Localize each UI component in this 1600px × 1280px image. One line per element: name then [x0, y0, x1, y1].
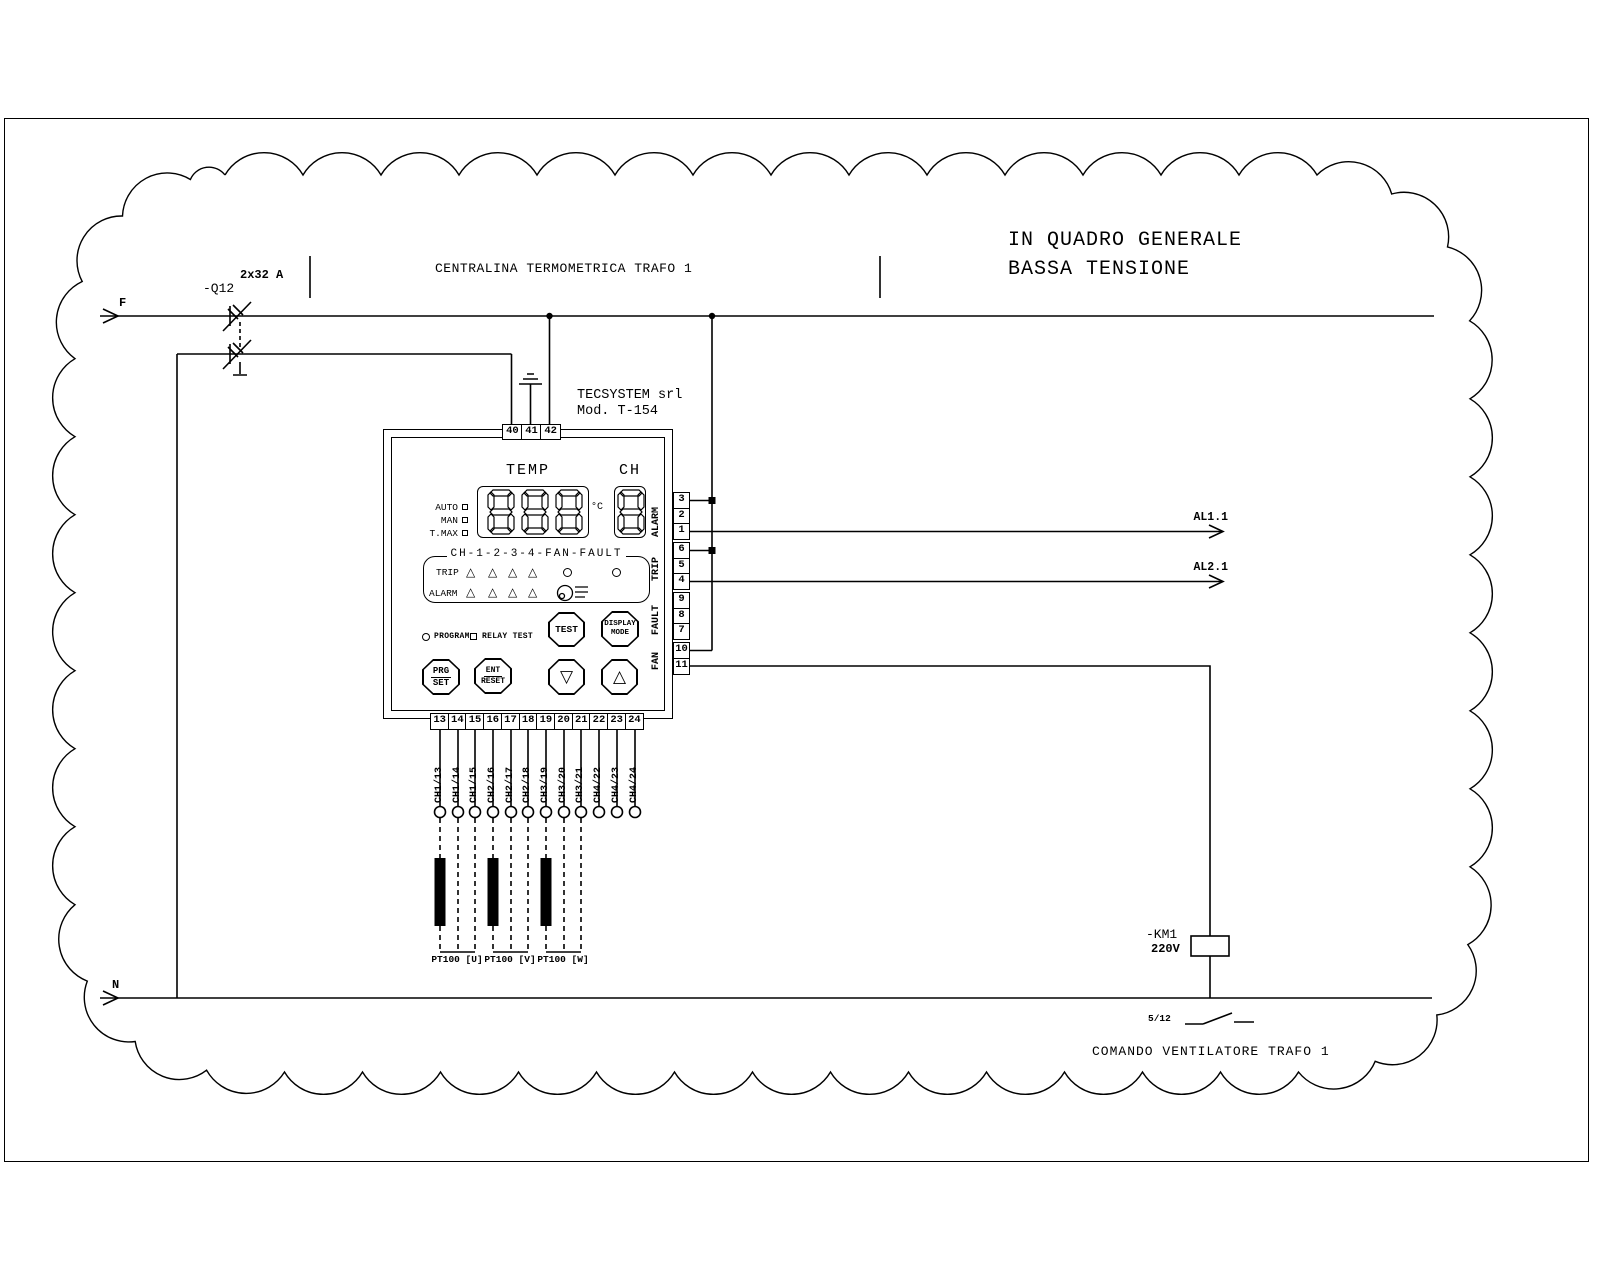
terminal-13: 13	[430, 713, 449, 730]
mode-man-indicator	[462, 517, 468, 523]
terminal-21: 21	[572, 713, 591, 730]
down-arrow-icon: ▽	[559, 666, 574, 687]
sensor-pt100-w-label: PT100 [W]	[537, 954, 589, 965]
up-arrow-icon: △	[612, 666, 627, 687]
terminal-19: 19	[536, 713, 555, 730]
down-arrow-button[interactable]	[548, 659, 585, 695]
wire-label-ch2-17: CH2/17	[505, 766, 516, 803]
temp-display-label: TEMP	[506, 462, 551, 479]
terminal-15: 15	[465, 713, 484, 730]
terminal-23: 23	[607, 713, 626, 730]
relay-test-indicator	[470, 633, 477, 640]
terminal-24: 24	[625, 713, 644, 730]
relay-test-label: RELAY TEST	[482, 632, 534, 641]
device-model: Mod. T-154	[577, 403, 659, 419]
ent-reset-button[interactable]: ENT RESET	[474, 658, 512, 694]
terminal-17: 17	[501, 713, 520, 730]
wire-label-ch1-14: CH1/14	[452, 766, 463, 803]
trip-row-label: TRIP	[436, 567, 459, 578]
device-make	[577, 388, 682, 419]
terminal-14: 14	[448, 713, 467, 730]
ch-display	[614, 486, 646, 538]
location-line1: IN QUADRO GENERALE	[1008, 229, 1243, 252]
display-mode-button[interactable]: DISPLAY MODE	[601, 611, 639, 647]
terminal-6: 6	[673, 542, 690, 559]
output-al2-label: AL2.1	[1193, 561, 1228, 574]
program-led	[422, 633, 430, 641]
terminal-8: 8	[673, 608, 690, 625]
terminal-16: 16	[483, 713, 502, 730]
terminal-7: 7	[673, 623, 690, 640]
terminal-42: 42	[540, 424, 561, 440]
terminal-20: 20	[554, 713, 573, 730]
wire-label-ch1-13: CH1/13	[434, 766, 445, 803]
wire-label-ch3-19: CH3/19	[540, 766, 551, 803]
terminal-group-trip-label: TRIP	[651, 556, 662, 581]
alarm-ch2-indicator: △	[488, 585, 498, 599]
sensor-pt100-v-label: PT100 [V]	[484, 954, 536, 965]
mode-tmax-indicator	[462, 530, 468, 536]
location-note	[1008, 226, 1242, 284]
output-al1-label: AL1.1	[1193, 511, 1228, 524]
terminal-1: 1	[673, 523, 690, 540]
terminal-41: 41	[521, 424, 542, 440]
alarm-ch4-indicator: △	[528, 585, 538, 599]
terminal-group-fan-label: FAN	[651, 651, 662, 670]
wire-label-ch4-23: CH4/23	[611, 766, 622, 803]
terminal-40: 40	[502, 424, 523, 440]
trip-ch1-indicator: △	[466, 565, 476, 579]
alarm-row-label: ALARM	[429, 588, 458, 599]
trip-ch2-indicator: △	[488, 565, 498, 579]
terminal-strip-bottom	[430, 713, 644, 730]
trip-fault-indicator	[612, 568, 621, 577]
test-button[interactable]: TEST	[548, 612, 585, 647]
up-arrow-button[interactable]	[601, 659, 638, 695]
mode-auto-label: AUTO	[435, 502, 458, 513]
wire-label-ch4-22: CH4/22	[593, 766, 604, 803]
switch-cross-reference: 5/12	[1148, 1013, 1171, 1024]
terminal-18: 18	[519, 713, 538, 730]
neutral-label: N	[112, 978, 120, 992]
prg-set-button[interactable]: PRG SET	[422, 659, 460, 695]
terminal-11: 11	[673, 658, 690, 675]
status-panel-header: CH-1-2-3-4-FAN-FAULT	[423, 548, 650, 560]
program-label: PROGRAM	[434, 632, 470, 641]
phase-label: F	[119, 296, 127, 310]
trip-fan-indicator	[563, 568, 572, 577]
temp-unit: °C	[591, 502, 604, 513]
terminal-2: 2	[673, 508, 690, 525]
terminal-10: 10	[673, 642, 690, 659]
terminal-group-alarm-label: ALARM	[651, 506, 662, 537]
breaker-rating: 2x32 A	[240, 268, 284, 282]
ch-display-label: CH	[619, 462, 642, 479]
trip-ch4-indicator: △	[528, 565, 538, 579]
terminal-4: 4	[673, 573, 690, 590]
mode-tmax-label: T.MAX	[429, 528, 458, 539]
terminal-22: 22	[589, 713, 608, 730]
device-brand: TECSYSTEM srl	[577, 388, 683, 403]
temp-display	[477, 486, 589, 538]
contactor-voltage: 220V	[1151, 942, 1180, 956]
alarm-ch1-indicator: △	[466, 585, 476, 599]
terminal-9: 9	[673, 592, 690, 609]
wire-label-ch4-24: CH4/24	[629, 766, 640, 803]
contactor-ref: -KM1	[1146, 927, 1178, 942]
wire-label-ch2-18: CH2/18	[522, 766, 533, 803]
wire-label-ch3-21: CH3/21	[575, 766, 586, 803]
mode-auto-indicator	[462, 504, 468, 510]
wire-label-ch2-16: CH2/16	[487, 766, 498, 803]
breaker-ref: -Q12	[203, 281, 235, 296]
footer-caption: COMANDO VENTILATORE TRAFO 1	[1092, 1044, 1330, 1059]
terminal-3: 3	[673, 492, 690, 509]
trip-ch3-indicator: △	[508, 565, 518, 579]
wire-label-ch3-20: CH3/20	[558, 766, 569, 803]
location-line2: BASSA TENSIONE	[1008, 258, 1191, 281]
wire-label-ch1-15: CH1/15	[469, 766, 480, 803]
terminal-group-fault-label: FAULT	[651, 604, 662, 635]
mode-man-label: MAN	[440, 515, 458, 526]
terminal-5: 5	[673, 558, 690, 575]
terminal-strip-top	[502, 424, 561, 440]
page-title: CENTRALINA TERMOMETRICA TRAFO 1	[435, 261, 693, 276]
alarm-ch3-indicator: △	[508, 585, 518, 599]
sensor-pt100-u-label: PT100 [U]	[431, 954, 483, 965]
